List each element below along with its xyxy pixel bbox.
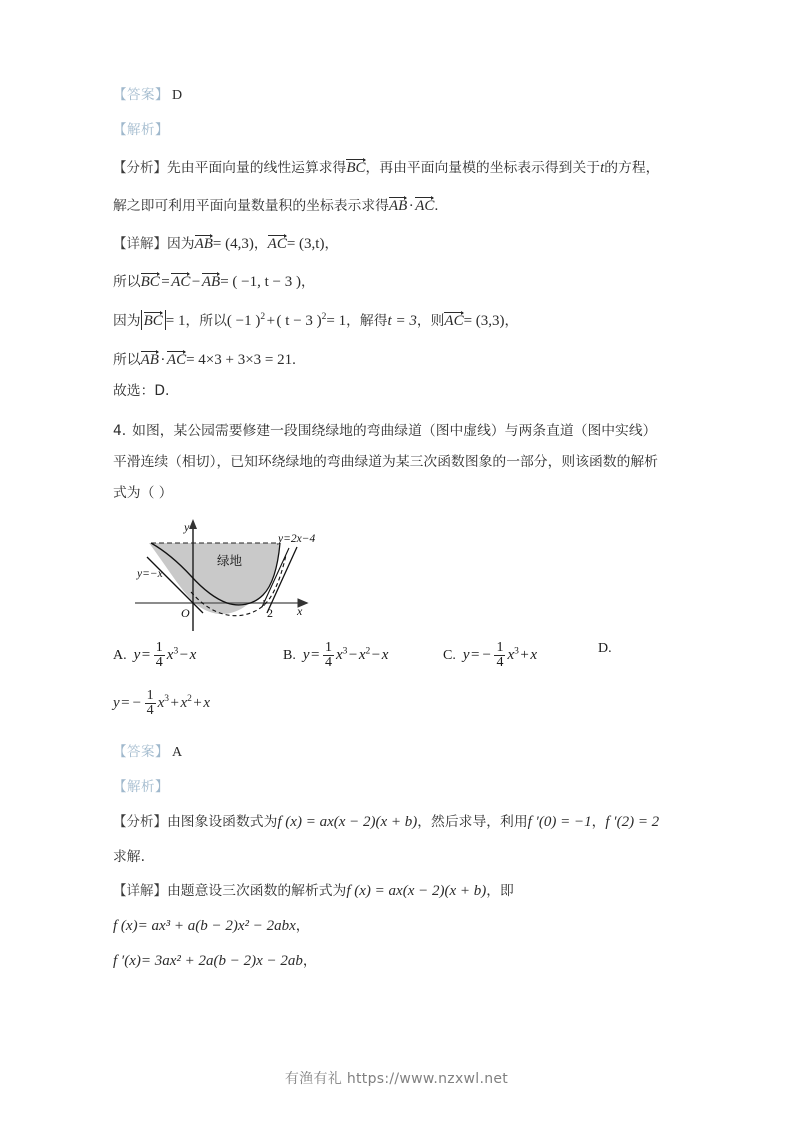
xiangjie-l2-text: 所以 bbox=[113, 273, 141, 290]
answer-line-q3 bbox=[113, 88, 683, 103]
xiangjie-line1-q3 bbox=[113, 234, 683, 252]
xiangjie-line4-q3 bbox=[113, 350, 683, 368]
xiangjie-l3-mid: ，所以 bbox=[185, 312, 227, 329]
question-4-stem-line2 bbox=[113, 455, 683, 470]
fenxi-line2-q4 bbox=[113, 850, 683, 865]
vector-ac-2: AC bbox=[171, 273, 191, 290]
option-b[interactable]: B. y = $\frac{1}{4}$ $x^3 - x^2 - x$ bbox=[283, 639, 389, 671]
tick-label-2: 2 bbox=[267, 605, 273, 620]
xiangjie-l3-expr: ( −1 ) bbox=[226, 312, 261, 329]
vector-ac: AC bbox=[415, 197, 435, 214]
vector-ab-1: AB bbox=[194, 235, 213, 252]
xiangjie-l2-result: = ( −1, t − 3 ) bbox=[220, 273, 301, 290]
question-4-figure bbox=[131, 517, 471, 635]
xiangjie-q4-l2-lhs: f (x) bbox=[113, 918, 138, 935]
question-4-text-1: 如图，某公园需要修建一段围绕绿地的弯曲绿道（图中虚线）与两条直道（图中实线） bbox=[132, 423, 657, 440]
question-4-stem-line1 bbox=[113, 424, 683, 439]
answer-tag-q3: 【答案】 bbox=[113, 87, 169, 103]
conclusion-q3 bbox=[113, 384, 683, 399]
xiangjie-q4-l3-lhs: f ′(x) bbox=[113, 953, 141, 970]
fenxi-line1-q4 bbox=[113, 815, 683, 830]
question-number-4: 4. bbox=[113, 423, 127, 440]
option-a-fraction: $\frac{1}{4}$ bbox=[155, 639, 163, 671]
fenxi-q4-line2: 求解. bbox=[113, 848, 145, 865]
xiangjie-line2-q4 bbox=[113, 919, 683, 934]
analysis-tag-q4: 【解析】 bbox=[113, 779, 169, 796]
xiangjie-l3-mid3: ，则 bbox=[416, 312, 445, 329]
vector-ac-1: AC bbox=[267, 235, 287, 252]
xiangjie-l1-val-a: = (4,3) bbox=[212, 235, 254, 252]
question-4-options-row bbox=[113, 641, 683, 669]
xiangjie-l1-end: ， bbox=[324, 235, 339, 252]
question-4-stem-line3 bbox=[113, 486, 683, 501]
vector-bc-3: BC bbox=[143, 312, 163, 329]
fenxi-tag-q4: 【分析】 bbox=[113, 813, 167, 830]
abs-bc bbox=[141, 310, 166, 330]
plus-1: + bbox=[266, 312, 276, 329]
fenxi-line1-q3 bbox=[113, 158, 683, 176]
option-c-fraction: $\frac{1}{4}$ bbox=[496, 639, 504, 671]
fenxi-line2-end: . bbox=[434, 197, 439, 214]
line-left-label: y=−x bbox=[137, 567, 163, 580]
origin-label: O bbox=[181, 605, 190, 620]
xiangjie-l2-end: ， bbox=[301, 273, 315, 290]
option-a[interactable]: A. y = $\frac{1}{4}$ $x^3 - x$ bbox=[113, 639, 197, 671]
fenxi-q4-text-1: 由图象设函数式为 bbox=[167, 813, 278, 830]
xiangjie-q4-l3-rhs: = 3ax² + 2a(b − 2)x − 2ab bbox=[140, 953, 303, 970]
xiangjie-l1-text: 因为 bbox=[167, 235, 195, 252]
xiangjie-tag-q4: 【详解】 bbox=[113, 883, 167, 900]
fenxi-q4-text-2: ，然后求导，利用 bbox=[417, 813, 528, 830]
option-d-label: D. bbox=[598, 640, 612, 656]
vector-bc-2: BC bbox=[140, 273, 160, 290]
analysis-tag-q3: 【解析】 bbox=[113, 122, 169, 138]
region-label: 绿地 bbox=[217, 552, 243, 568]
fenxi-line2-q3 bbox=[113, 196, 683, 214]
vector-ab: AB bbox=[388, 197, 408, 214]
xiangjie-l3-eq2: = 1 bbox=[326, 312, 347, 329]
xiangjie-q4-l1-end: ，即 bbox=[486, 883, 514, 900]
xiangjie-line3-q3 bbox=[113, 310, 683, 330]
vector-ac-3: AC bbox=[444, 312, 464, 329]
fenxi-tag-q3: 【分析】 bbox=[113, 159, 167, 176]
xiangjie-q4-l3-end: ， bbox=[302, 953, 317, 970]
vector-ab-2: AB bbox=[201, 273, 221, 290]
answer-value-q3: D bbox=[172, 88, 183, 103]
vector-ab-4: AB bbox=[140, 351, 159, 368]
xiangjie-l3-mid2: ，解得 bbox=[346, 312, 388, 329]
xiangjie-l3-expr2-sup: 2 bbox=[321, 311, 327, 322]
xiangjie-l4-end: . bbox=[292, 351, 296, 368]
option-d-label-wrap[interactable] bbox=[598, 641, 619, 657]
x-axis-label: x bbox=[297, 603, 303, 618]
option-d-formula[interactable]: y = − $\frac{1}{4}$ $x^3 + x^2 + x$ bbox=[113, 687, 211, 719]
answer-value-q4: A bbox=[172, 745, 183, 761]
fenxi-line2-text: 解之即可利用平面向量数量积的坐标表示求得 bbox=[113, 197, 389, 214]
fenxi-text-2: ，再由平面向量模的坐标表示得到关于 bbox=[365, 159, 601, 176]
option-c[interactable]: C. y = − $\frac{1}{4}$ $x^3 + x$ bbox=[443, 639, 538, 671]
xiangjie-l3-result: = (3,3) bbox=[463, 312, 505, 329]
xiangjie-q4-l1-f: f (x) = ax(x − 2)(x + b) bbox=[346, 883, 487, 900]
vector-bc: BC bbox=[346, 159, 366, 176]
option-c-label: C. bbox=[443, 647, 456, 663]
xiangjie-l3-expr2: ( t − 3 ) bbox=[276, 312, 322, 329]
question-4-text-3: 式为（ ） bbox=[113, 484, 173, 501]
xiangjie-l4-result: = 4×3 + 3×3 = 21 bbox=[186, 351, 293, 368]
minus-1: − bbox=[191, 273, 201, 290]
y-axis-label: y bbox=[184, 519, 190, 534]
line-right-label: y=2x−4 bbox=[278, 532, 316, 545]
xiangjie-l1-val-b: = (3,t) bbox=[286, 235, 325, 252]
option-b-label: B. bbox=[283, 647, 296, 663]
xiangjie-l3-eq1: = 1 bbox=[165, 312, 186, 329]
option-d-fraction: $\frac{1}{4}$ bbox=[146, 687, 154, 719]
fenxi-var-t: t bbox=[600, 159, 605, 176]
xiangjie-line3-q4 bbox=[113, 954, 683, 969]
xiangjie-q4-l2-rhs: = ax³ + a(b − 2)x² − 2abx bbox=[137, 918, 296, 935]
fenxi-text-1: 先由平面向量的线性运算求得 bbox=[167, 159, 347, 176]
fenxi-q4-f: f (x) = ax(x − 2)(x + b) bbox=[277, 813, 418, 830]
xiangjie-q4-l2-end: ， bbox=[295, 918, 310, 935]
analysis-tag-line-q3 bbox=[113, 123, 683, 138]
xiangjie-q4-l1-text: 由题意设三次函数的解析式为 bbox=[167, 883, 347, 900]
fenxi-text-3: 的方程， bbox=[604, 159, 660, 176]
xiangjie-tag-q3: 【详解】 bbox=[113, 235, 167, 252]
document-content bbox=[113, 88, 683, 969]
question-4-text-2: 平滑连续（相切），已知环绕绿地的弯曲绿道为某三次函数图象的一部分，则该函数的解析 bbox=[113, 454, 658, 471]
xiangjie-l3-text: 因为 bbox=[113, 312, 141, 329]
xiangjie-l3-expr-sup: 2 bbox=[260, 311, 266, 322]
answer-line-q4 bbox=[113, 745, 683, 760]
option-a-label: A. bbox=[113, 647, 127, 663]
analysis-tag-line-q4 bbox=[113, 780, 683, 795]
conclusion-text-q3: 故选：D. bbox=[113, 382, 170, 399]
xiangjie-line1-q4 bbox=[113, 884, 683, 899]
dot-operator: · bbox=[408, 197, 414, 214]
xiangjie-l3-end: ， bbox=[504, 312, 519, 329]
y-axis-arrow bbox=[189, 519, 197, 529]
fenxi-q4-sep: ， bbox=[591, 813, 606, 830]
fenxi-q4-cond1: f ′(0) = −1 bbox=[527, 813, 592, 830]
vector-ac-4: AC bbox=[166, 351, 187, 368]
footer-watermark: 有渔有礼 https://www.nzxwl.net bbox=[284, 1071, 509, 1087]
xiangjie-l3-t: t = 3 bbox=[387, 312, 417, 329]
answer-tag-q4: 【答案】 bbox=[113, 744, 169, 761]
xiangjie-l4-text: 所以 bbox=[113, 351, 141, 368]
figure-svg bbox=[131, 517, 471, 635]
option-b-fraction: $\frac{1}{4}$ bbox=[324, 639, 332, 671]
equals-1: = bbox=[161, 273, 170, 290]
dot-operator-2: · bbox=[160, 351, 166, 368]
fenxi-q4-cond2: f ′(2) = 2 bbox=[605, 813, 660, 830]
xiangjie-line2-q3 bbox=[113, 272, 683, 290]
xiangjie-l1-sep: ， bbox=[253, 235, 268, 252]
